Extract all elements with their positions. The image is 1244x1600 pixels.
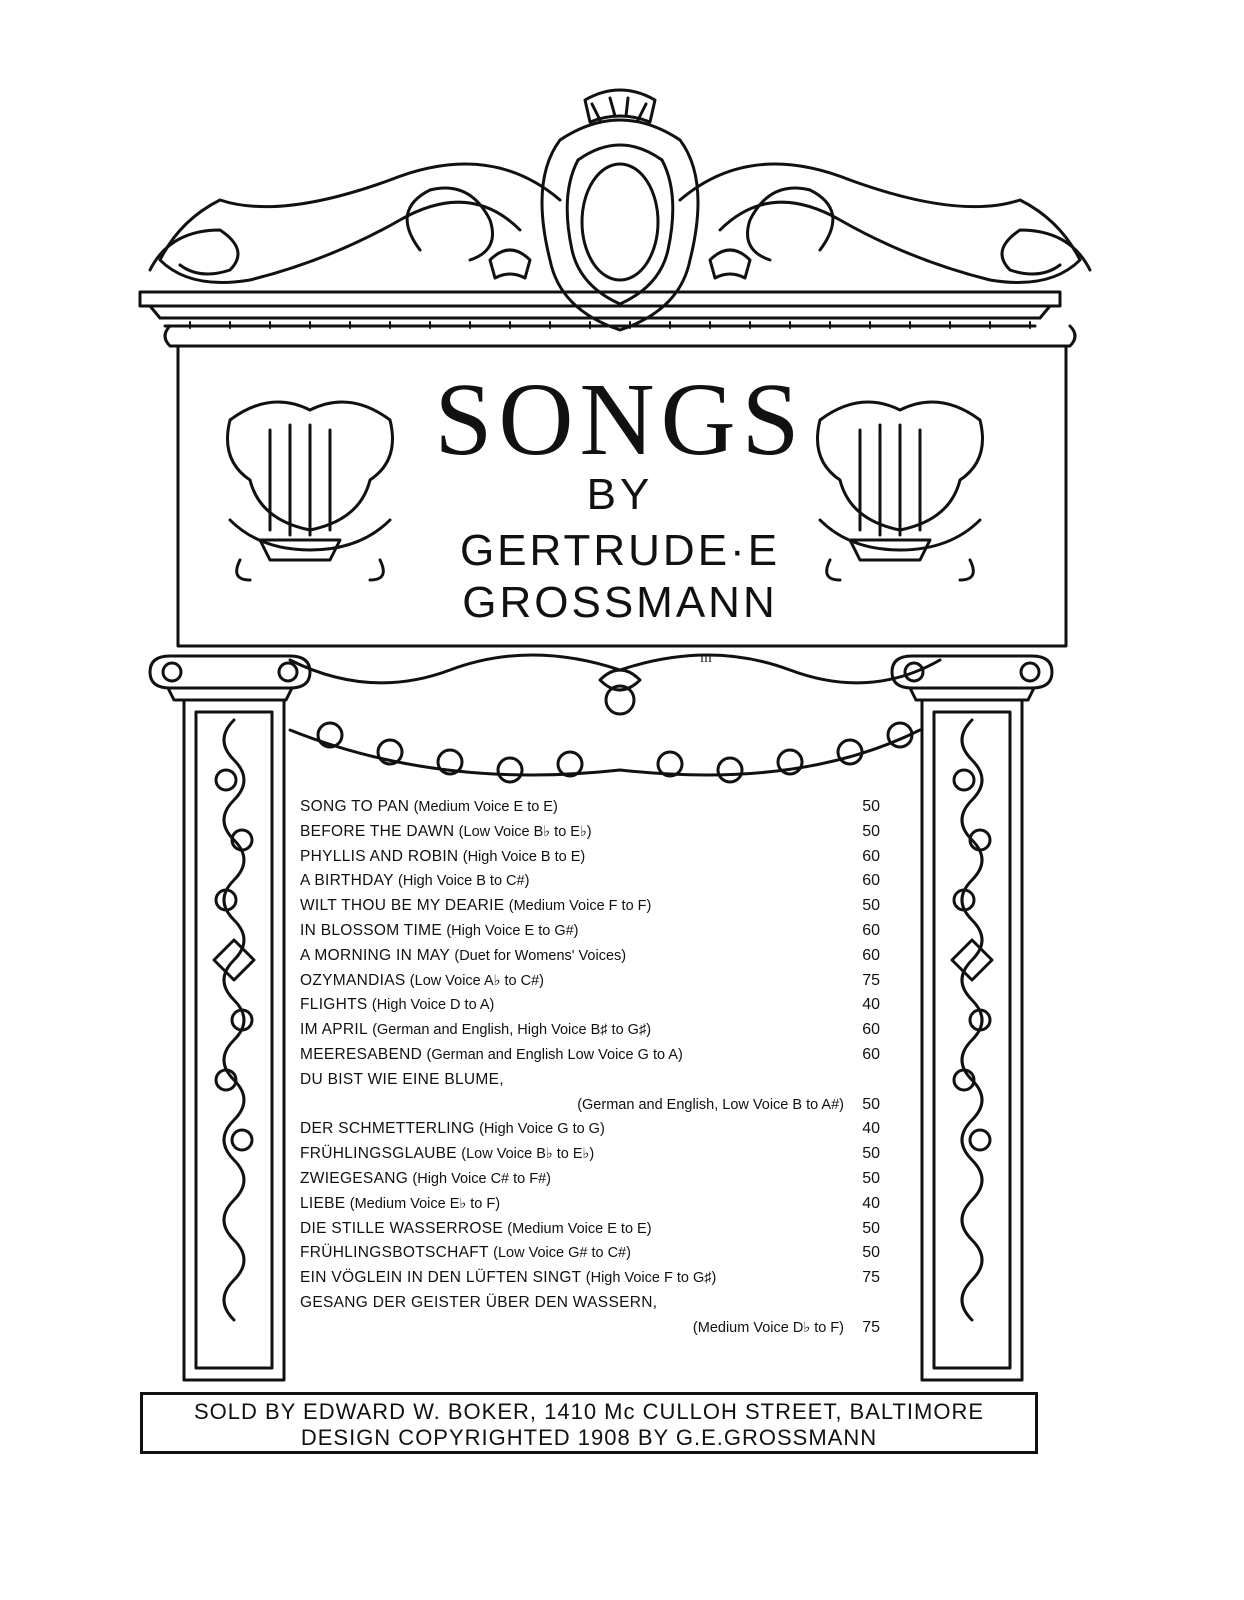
song-price: 40 [862,1194,880,1212]
song-item [300,944,890,969]
footer-copyright-line: DESIGN COPYRIGHTED 1908 BY G.E.GROSSMANN [300,1425,878,1450]
song-price: 60 [862,1045,880,1063]
song-title: A BIRTHDAY [300,872,394,890]
song-title: FRÜHLINGSGLAUBE [300,1145,457,1163]
column-right [922,700,1022,1380]
song-title: WILT THOU BE MY DEARIE [300,897,505,915]
song-title: GESANG DER GEISTER ÜBER DEN WASSERN, [300,1293,658,1311]
song-voice: (German and English Low Voice G to A) [426,1046,683,1063]
song-title: SONG TO PAN [300,798,410,815]
song-price: 50 [862,1244,880,1262]
song-item [300,795,890,820]
song-item [300,869,890,894]
song-item [300,969,890,994]
song-price: 60 [862,946,880,964]
song-item [300,1068,890,1118]
song-voice: (High Voice F to G♯) [585,1270,717,1287]
song-price: 60 [862,847,880,865]
song-list [300,795,890,1341]
song-price: 50 [862,1169,880,1187]
song-voice: (Low Voice B♭ to E♭) [458,823,592,840]
song-item [300,1266,890,1291]
title: SONGS [434,362,806,477]
song-title: DER SCHMETTERLING [300,1120,475,1138]
song-voice: (High Voice B to C#) [398,873,530,890]
song-title: FLIGHTS [300,996,368,1014]
song-voice: (Low Voice A♭ to C#) [409,972,544,989]
song-item [300,1217,890,1242]
song-price: 50 [862,897,880,915]
song-price: 50 [862,822,880,840]
song-title: PHYLLIS AND ROBIN [300,847,459,865]
song-title: BEFORE THE DAWN [300,822,455,840]
song-price: 40 [862,996,880,1014]
song-item [300,1043,890,1068]
crest-ornament [150,90,1090,330]
song-item [300,820,890,845]
song-voice: (Medium Voice E♭ to F) [349,1195,501,1212]
song-item [300,993,890,1018]
song-price: 75 [862,971,880,989]
song-price: 60 [862,1021,880,1039]
song-voice: (German and English, High Voice B♯ to G♯) [372,1022,652,1039]
song-item [300,894,890,919]
song-price: 50 [862,1145,880,1163]
song-voice: (Medium Voice E to E) [507,1220,652,1237]
song-item [300,1291,890,1341]
song-title: MEERESABEND [300,1045,423,1063]
ornament-monogram: III [700,651,712,665]
song-voice: (Duet for Womens' Voices) [454,947,627,964]
song-price: 40 [862,1120,880,1138]
song-title: EIN VÖGLEIN IN DEN LÜFTEN SINGT [300,1269,582,1287]
song-price: 60 [862,921,880,939]
song-item [300,919,890,944]
song-price: 50 [862,1219,880,1237]
song-title: ZWIEGESANG [300,1169,409,1187]
song-voice: (High Voice D to A) [371,997,495,1014]
song-item [300,1241,890,1266]
composer-name-line2: GROSSMANN [462,578,778,627]
song-voice: (Low Voice G# to C#) [493,1245,631,1262]
song-title: OZYMANDIAS [300,971,406,989]
song-title: IN BLOSSOM TIME [300,921,443,939]
song-title: A MORNING IN MAY [300,946,451,964]
song-title: IM APRIL [300,1021,368,1039]
song-voice: (High Voice B to E) [462,848,586,865]
song-price: 50 [862,798,880,815]
column-left [184,700,284,1380]
song-item [300,1117,890,1142]
song-title: LIEBE [300,1194,346,1212]
column-capital-right [892,656,1052,700]
song-title: DU BIST WIE EINE BLUME, [300,1070,504,1088]
song-price: 50 [862,1095,880,1113]
column-capital-left [150,656,310,700]
footer-publisher-line: SOLD BY EDWARD W. BOKER, 1410 Mc CULLOH STREET, BALTIMORE [193,1399,985,1424]
song-item [300,845,890,870]
song-title: DIE STILLE WASSERROSE [300,1219,503,1237]
song-voice: (Low Voice B♭ to E♭) [461,1146,595,1163]
song-item [300,1192,890,1217]
cornice [140,292,1075,346]
song-voice: (High Voice C# to F#) [412,1170,552,1187]
song-price: 60 [862,872,880,890]
song-voice: (High Voice G to G) [479,1121,605,1138]
song-voice: (Medium Voice F to F) [508,898,652,915]
song-item [300,1018,890,1043]
song-item [300,1167,890,1192]
song-price: 75 [862,1318,880,1336]
song-voice: (High Voice E to G#) [446,922,579,939]
song-price: 75 [862,1269,880,1287]
composer-name-line1: GERTRUDE·E [459,526,781,575]
publisher-footer [140,1392,1038,1454]
song-item [300,1142,890,1167]
rose-garland [290,655,940,782]
song-voice: (Medium Voice D♭ to F) [692,1319,844,1336]
song-voice: (Medium Voice E to E) [413,799,558,815]
by-line: BY [586,470,654,519]
song-title: FRÜHLINGSBOTSCHAFT [300,1244,489,1262]
song-voice: (German and English, Low Voice B to A#) [577,1096,844,1113]
